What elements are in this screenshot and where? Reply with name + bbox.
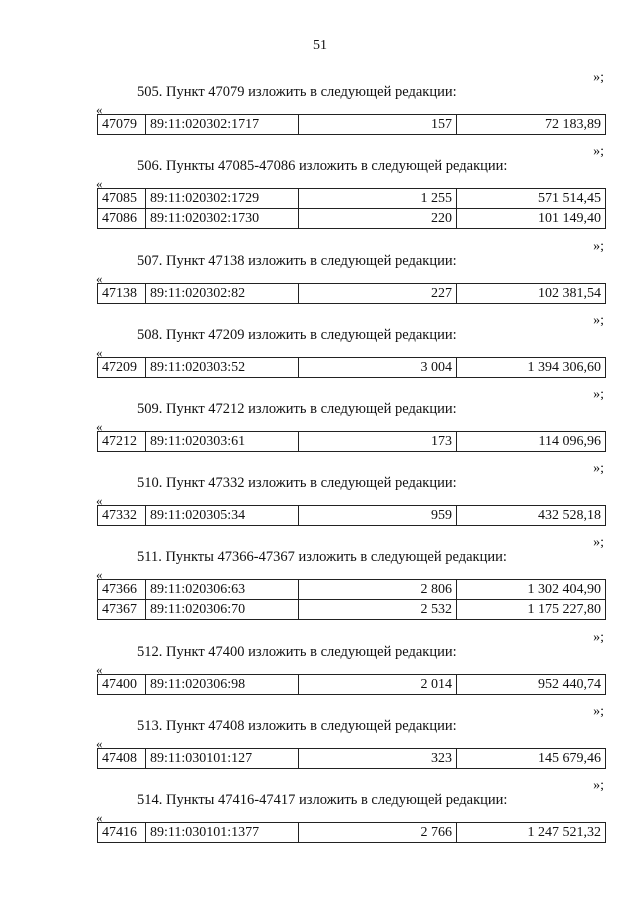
value-cell: 571 514,45 — [457, 189, 606, 209]
item-number-cell: 47212 — [98, 432, 146, 452]
opening-quote: « — [96, 345, 103, 360]
cadastral-number-cell: 89:11:020302:82 — [146, 284, 299, 304]
amendment-section — [0, 387, 640, 461]
table-row — [98, 823, 606, 843]
amendment-section — [0, 70, 640, 144]
table-row — [98, 506, 606, 526]
section-heading: 505. Пункт 47079 изложить в следующей редакции: — [137, 84, 457, 100]
cadastral-number-cell: 89:11:020305:34 — [146, 506, 299, 526]
value-cell: 72 183,89 — [457, 115, 606, 135]
table-row — [98, 749, 606, 769]
item-number-cell: 47416 — [98, 823, 146, 843]
item-number-cell: 47367 — [98, 600, 146, 620]
opening-quote: « — [96, 493, 103, 508]
area-cell: 2 532 — [299, 600, 457, 620]
data-table — [97, 748, 606, 769]
area-cell: 227 — [299, 284, 457, 304]
item-number-cell: 47332 — [98, 506, 146, 526]
area-cell: 2 766 — [299, 823, 457, 843]
section-heading: 513. Пункт 47408 изложить в следующей редакции: — [137, 718, 457, 734]
closing-quote: »; — [593, 704, 604, 719]
area-cell: 2 806 — [299, 580, 457, 600]
closing-quote: »; — [593, 535, 604, 550]
opening-quote: « — [96, 567, 103, 582]
table-row — [98, 675, 606, 695]
data-table — [97, 579, 606, 620]
section-heading: 506. Пункты 47085-47086 изложить в следующей редакции: — [137, 158, 508, 174]
page-number: 51 — [313, 38, 327, 53]
opening-quote: « — [96, 102, 103, 117]
data-table — [97, 431, 606, 452]
area-cell: 323 — [299, 749, 457, 769]
item-number-cell: 47366 — [98, 580, 146, 600]
value-cell: 1 302 404,90 — [457, 580, 606, 600]
cadastral-number-cell: 89:11:020303:61 — [146, 432, 299, 452]
cadastral-number-cell: 89:11:020302:1717 — [146, 115, 299, 135]
table-row — [98, 209, 606, 229]
amendment-section — [0, 535, 640, 630]
section-heading: 510. Пункт 47332 изложить в следующей редакции: — [137, 475, 457, 491]
opening-quote: « — [96, 176, 103, 191]
section-heading: 507. Пункт 47138 изложить в следующей редакции: — [137, 253, 457, 269]
section-heading: 512. Пункт 47400 изложить в следующей редакции: — [137, 644, 457, 660]
value-cell: 102 381,54 — [457, 284, 606, 304]
cadastral-number-cell: 89:11:030101:1377 — [146, 823, 299, 843]
value-cell: 114 096,96 — [457, 432, 606, 452]
area-cell: 220 — [299, 209, 457, 229]
value-cell: 1 175 227,80 — [457, 600, 606, 620]
section-heading: 508. Пункт 47209 изложить в следующей редакции: — [137, 327, 457, 343]
data-table — [97, 114, 606, 135]
closing-quote: »; — [593, 144, 604, 159]
data-table — [97, 357, 606, 378]
amendment-section — [0, 313, 640, 387]
table-row — [98, 284, 606, 304]
closing-quote: »; — [593, 387, 604, 402]
area-cell: 2 014 — [299, 675, 457, 695]
cadastral-number-cell: 89:11:030101:127 — [146, 749, 299, 769]
amendment-section — [0, 704, 640, 778]
amendment-section — [0, 461, 640, 535]
amendment-section — [0, 144, 640, 239]
area-cell: 1 255 — [299, 189, 457, 209]
table-row — [98, 580, 606, 600]
opening-quote: « — [96, 736, 103, 751]
item-number-cell: 47086 — [98, 209, 146, 229]
opening-quote: « — [96, 271, 103, 286]
cadastral-number-cell: 89:11:020302:1729 — [146, 189, 299, 209]
cadastral-number-cell: 89:11:020306:70 — [146, 600, 299, 620]
value-cell: 145 679,46 — [457, 749, 606, 769]
table-row — [98, 189, 606, 209]
value-cell: 1 394 306,60 — [457, 358, 606, 378]
cadastral-number-cell: 89:11:020302:1730 — [146, 209, 299, 229]
item-number-cell: 47085 — [98, 189, 146, 209]
value-cell: 952 440,74 — [457, 675, 606, 695]
table-row — [98, 600, 606, 620]
data-table — [97, 188, 606, 229]
area-cell: 157 — [299, 115, 457, 135]
cadastral-number-cell: 89:11:020303:52 — [146, 358, 299, 378]
data-table — [97, 674, 606, 695]
item-number-cell: 47408 — [98, 749, 146, 769]
section-heading: 511. Пункты 47366-47367 изложить в следующей редакции: — [137, 549, 507, 565]
item-number-cell: 47079 — [98, 115, 146, 135]
area-cell: 173 — [299, 432, 457, 452]
table-row — [98, 115, 606, 135]
closing-quote: »; — [593, 630, 604, 645]
closing-quote: »; — [593, 461, 604, 476]
table-row — [98, 432, 606, 452]
opening-quote: « — [96, 662, 103, 677]
data-table — [97, 283, 606, 304]
section-heading: 514. Пункты 47416-47417 изложить в следующей редакции: — [137, 792, 508, 808]
cadastral-number-cell: 89:11:020306:98 — [146, 675, 299, 695]
data-table — [97, 505, 606, 526]
value-cell: 101 149,40 — [457, 209, 606, 229]
closing-quote: »; — [593, 778, 604, 793]
document-body — [0, 70, 640, 852]
amendment-section — [0, 778, 640, 852]
area-cell: 959 — [299, 506, 457, 526]
value-cell: 432 528,18 — [457, 506, 606, 526]
opening-quote: « — [96, 419, 103, 434]
value-cell: 1 247 521,32 — [457, 823, 606, 843]
closing-quote: »; — [593, 313, 604, 328]
cadastral-number-cell: 89:11:020306:63 — [146, 580, 299, 600]
table-row — [98, 358, 606, 378]
item-number-cell: 47209 — [98, 358, 146, 378]
amendment-section — [0, 239, 640, 313]
opening-quote: « — [96, 810, 103, 825]
amendment-section — [0, 630, 640, 704]
closing-quote: »; — [593, 70, 604, 85]
item-number-cell: 47138 — [98, 284, 146, 304]
data-table — [97, 822, 606, 843]
closing-quote: »; — [593, 239, 604, 254]
item-number-cell: 47400 — [98, 675, 146, 695]
section-heading: 509. Пункт 47212 изложить в следующей редакции: — [137, 401, 457, 417]
area-cell: 3 004 — [299, 358, 457, 378]
